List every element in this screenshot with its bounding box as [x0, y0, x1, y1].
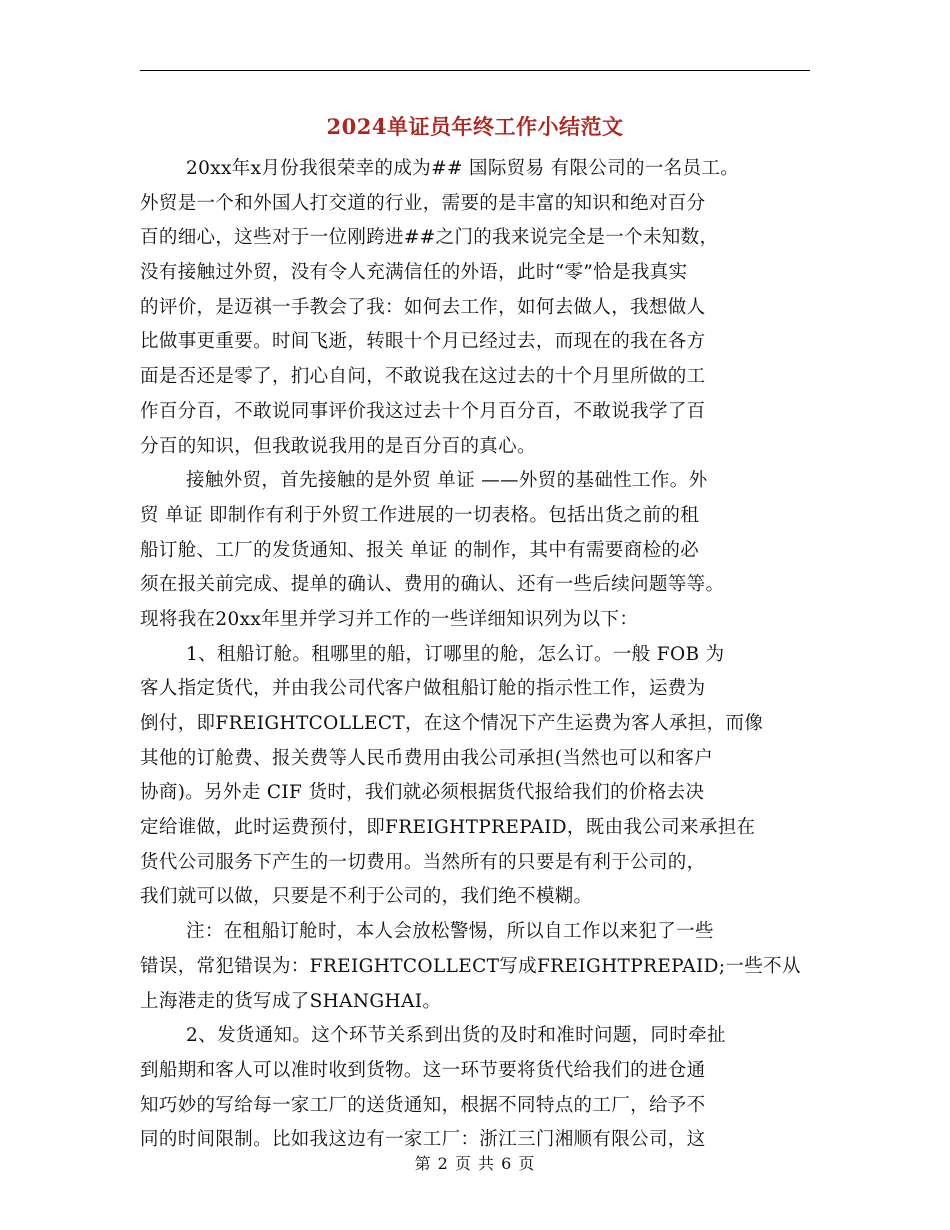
text-line: 同的时间限制。比如我这边有一家工厂：浙江三门湘顺有限公司，这: [140, 1129, 706, 1151]
document-title: 2024单证员年终工作小结范文: [326, 114, 624, 139]
text-line: 错误，常犯错误为：FREIGHTCOLLECT写成FREIGHTPREPAID;一些不从: [140, 955, 801, 977]
text-line: 外贸是一个和外国人打交道的行业，需要的是丰富的知识和绝对百分: [140, 192, 706, 214]
text-line: 知巧妙的写给每一家工厂的送货通知，根据不同特点的工厂，给予不: [140, 1094, 706, 1116]
text-line: 2、发货通知。这个环节关系到出货的及时和准时问题，同时牵扯: [186, 1025, 726, 1047]
header-rule: [140, 70, 810, 71]
text-line: 没有接触过外贸，没有令人充满信任的外语，此时“零”恰是我真实: [140, 262, 688, 284]
document-body: [140, 152, 812, 1158]
text-line: 其他的订舱费、报关费等人民币费用由我公司承担(当然也可以和客户: [140, 747, 714, 769]
text-line: 比做事更重要。时间飞逝，转眼十个月已经过去，而现在的我在各方: [140, 331, 706, 353]
text-line: 须在报关前完成、提单的确认、费用的确认、还有一些后续问题等等。: [140, 574, 725, 596]
text-line: 现将我在20xx年里并学习并工作的一些详细知识列为以下：: [140, 608, 639, 630]
text-line: 1、租船订舱。租哪里的船，订哪里的舱，怎么订。一般 FOB 为: [186, 643, 725, 665]
text-line: 接触外贸，首先接触的是外贸 单证 ——外贸的基础性工作。外: [186, 470, 708, 492]
text-line: 的评价，是迈祺一手教会了我：如何去工作，如何去做人，我想做人: [140, 296, 706, 318]
text-line: 百的细心，这些对于一位刚跨进##之门的我来说完全是一个未知数，: [140, 227, 719, 249]
text-line: 分百的知识，但我敢说我用的是百分百的真心。: [140, 435, 536, 457]
text-line: 到船期和客人可以准时收到货物。这一环节要将货代给我们的进仓通: [140, 1059, 706, 1081]
text-line: 船订舱、工厂的发货通知、报关 单证 的制作，其中有需要商检的必: [140, 539, 700, 561]
text-line: 注：在租船订舱时，本人会放松警惕，所以自工作以来犯了一些: [186, 921, 714, 943]
text-line: 协商)。另外走 CIF 货时，我们就必须根据货代报给我们的价格去决: [140, 782, 705, 804]
text-line: 定给谁做，此时运费预付，即FREIGHTPREPAID，既由我公司来承担在: [140, 817, 756, 839]
text-line: 客人指定货代，并由我公司代客户做租船订舱的指示性工作，运费为: [140, 678, 706, 700]
text-line: 上海港走的货写成了SHANGHAI。: [140, 990, 442, 1012]
text-line: 作百分百，不敢说同事评价我这过去十个月百分百，不敢说我学了百: [140, 400, 706, 422]
text-line: 20xx年x月份我很荣幸的成为## 国际贸易 有限公司的一名员工。: [186, 158, 740, 179]
text-line: 货代公司服务下产生的一切费用。当然所有的只要是有利于公司的，: [140, 851, 706, 873]
text-line: 贸 单证 即制作有利于外贸工作进展的一切表格。包括出货之前的租: [140, 504, 700, 526]
page-number-footer: 第 2 页 共 6 页: [414, 1154, 536, 1173]
text-line: 倒付，即FREIGHTCOLLECT，在这个情况下产生运费为客人承担，而像: [140, 713, 764, 734]
text-line: 我们就可以做，只要是不利于公司的，我们绝不模糊。: [140, 886, 593, 908]
text-line: 面是否还是零了，扪心自问，不敢说我在这过去的十个月里所做的工: [140, 366, 706, 388]
